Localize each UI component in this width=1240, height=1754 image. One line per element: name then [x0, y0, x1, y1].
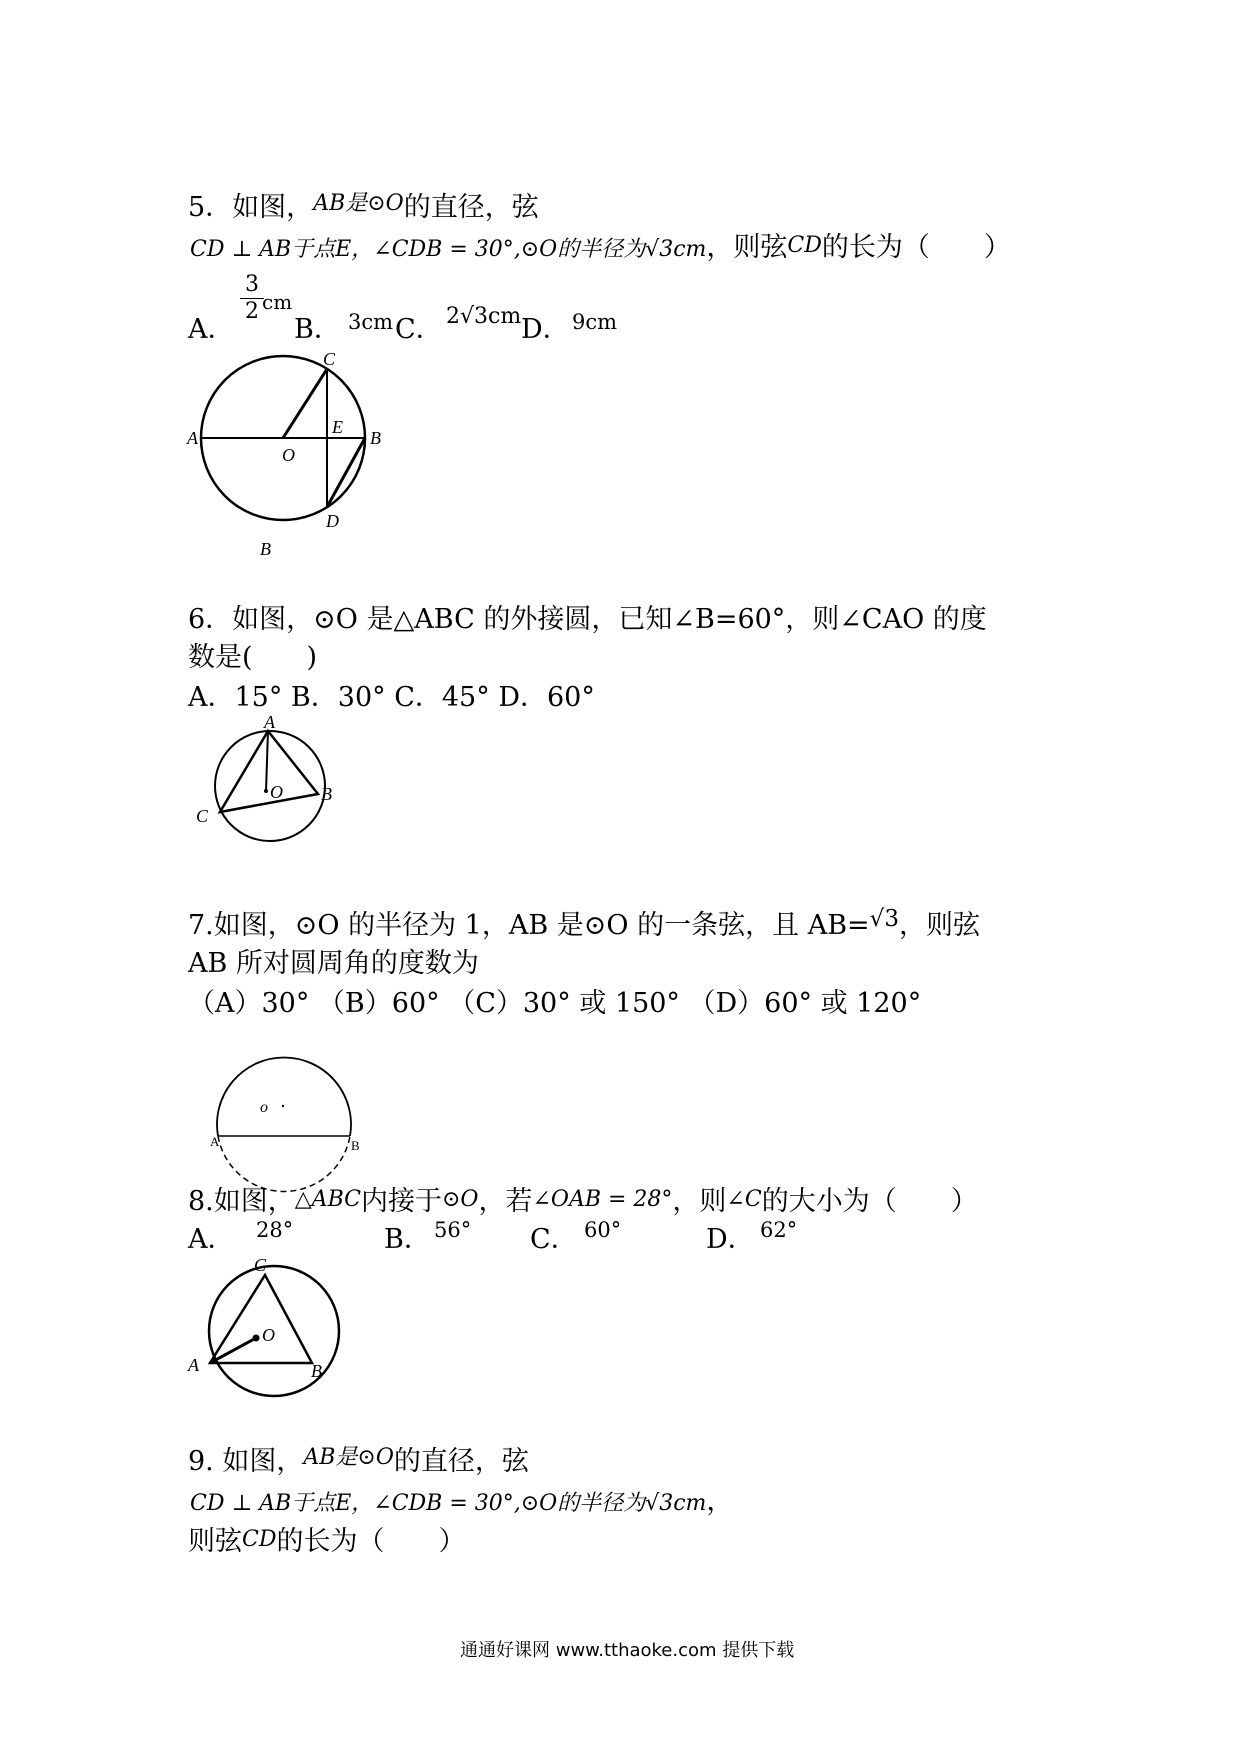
q5-stem-2: [190, 232, 1011, 264]
q9-condition: CD ⊥ AB于点E，∠CDB = 30°,⊙O的半径为√3cm: [190, 1491, 707, 1516]
q9-comma: ，: [706, 1486, 734, 1517]
q6-label-b: B: [321, 784, 332, 804]
q6-stem: 6．如图，⊙O 是△ABC 的外接圆，已知∠B=60°，则∠CAO 的度: [188, 604, 987, 635]
q5-figure: [180, 345, 400, 565]
q6-label-a: A: [264, 712, 275, 732]
q7-label-a: A: [210, 1134, 220, 1149]
footer: 通通好课网 www.tthaoke.com 提供下载: [460, 1640, 795, 1661]
q5-stem-prefix: 5．如图，: [188, 192, 314, 223]
q6-line-1: [188, 604, 987, 636]
q8-option-c-value: [584, 1218, 621, 1243]
q8-option-d-label: D．: [706, 1224, 755, 1255]
q5-option-c-label: C．: [395, 314, 443, 345]
q5-option-a-denominator: 2: [245, 299, 259, 325]
q8-option-a-label: A．: [188, 1224, 235, 1255]
q9-ab-is-o: AB是⊙O: [303, 1445, 394, 1470]
q5-ab-is-o: AB是⊙O: [313, 191, 404, 216]
q8-figure: [188, 1255, 348, 1405]
fraction-bar: [240, 298, 264, 325]
q7-stem-then: ，则弦: [898, 910, 980, 941]
q8-option-c: [530, 1224, 578, 1256]
q9-cd: CD: [242, 1527, 277, 1552]
q7-stem: 7.如图，⊙O 的半径为 1，AB 是⊙O 的一条弦，且 AB=: [188, 910, 870, 941]
q9-stem-1: [188, 1446, 529, 1478]
q6-figure: [190, 712, 340, 858]
q8-stem-prefix: 8.如图，: [188, 1186, 295, 1217]
q5-stem-1: [188, 192, 539, 224]
q8-stem-if: ，若: [478, 1186, 533, 1217]
q5-radius-oc: [283, 369, 327, 438]
q5-option-d-text: 9cm: [572, 310, 618, 334]
q8-stem-inscribed: 内接于: [360, 1186, 442, 1217]
q8-triangle: △ABC: [294, 1187, 361, 1212]
q5-option-b-value: [348, 310, 393, 335]
q6-center-dot: [264, 789, 268, 793]
q8-option-b-label: B．: [384, 1224, 431, 1255]
q7-arc-minor: [218, 1136, 350, 1191]
q6-line-2: [188, 642, 317, 674]
q8-option-a-value: [256, 1218, 293, 1243]
q9-stem-2: [190, 1486, 733, 1518]
q8-option-a: [188, 1224, 235, 1256]
q8-circle: ⊙O: [441, 1187, 479, 1212]
q8-center-dot: [253, 1335, 260, 1342]
q8-option-b-text: 56°: [434, 1218, 472, 1242]
q5-option-c: [395, 314, 443, 346]
q8-label-b: B: [311, 1361, 322, 1381]
q5-condition: CD ⊥ AB于点E，∠CDB = 30°,⊙O的半径为√3cm: [190, 237, 707, 262]
q5-cd: CD: [787, 233, 822, 258]
q7-label-b: B: [351, 1138, 360, 1153]
q8-option-c-text: 60°: [584, 1218, 622, 1242]
q7-sqrt3: √3: [869, 906, 899, 932]
q6-label-o: O: [270, 782, 283, 802]
q8-label-a: A: [188, 1355, 199, 1375]
q5-label-e: E: [332, 417, 343, 437]
q9-stem-then: 则弦: [188, 1526, 242, 1557]
q5-option-b: [294, 314, 341, 346]
q8-label-o: O: [262, 1325, 275, 1345]
q7-stem-end: AB 所对圆周角的度数为: [188, 948, 479, 979]
q7-figure: [200, 1026, 375, 1176]
q8-option-b: [384, 1224, 431, 1256]
q5-option-d-value: [572, 310, 617, 335]
q5-option-b-label: B．: [294, 314, 341, 345]
q5-stem-diameter: 的直径，弦: [403, 192, 539, 223]
q5-stem-then: ，则弦: [706, 232, 788, 263]
q5-label-b-below: B: [260, 539, 271, 559]
q7-options: [188, 988, 921, 1020]
q5-option-a-unit-text: cm: [262, 290, 293, 314]
q8-option-c-label: C．: [530, 1224, 578, 1255]
q5-option-a-fraction: [240, 272, 264, 326]
q8-label-c: C: [254, 1255, 267, 1275]
q8-option-d: [706, 1224, 755, 1256]
q5-option-d-label: D．: [521, 314, 570, 345]
q9-stem-3: [188, 1526, 465, 1558]
q5-option-d: [521, 314, 570, 346]
q6-options: [188, 682, 595, 714]
q9-stem-length: 的长为（ ）: [276, 1526, 466, 1557]
q5-label-d: D: [326, 511, 339, 531]
q5-label-a: A: [187, 428, 198, 448]
q5-stem-length: 的长为（ ）: [821, 232, 1011, 263]
q8-option-d-value: [760, 1218, 797, 1243]
q5-option-b-text: 3cm: [348, 310, 394, 334]
q5-label-c: C: [323, 349, 336, 369]
q7-line-2: [188, 948, 479, 980]
q7-center-dot: [282, 1105, 284, 1107]
q5-option-a-unit: [262, 290, 292, 314]
q8-stem-end: 的大小为（ ）: [761, 1186, 978, 1217]
q5-option-c-text: 2√3cm: [446, 304, 522, 329]
q5-label-b: B: [370, 428, 381, 448]
q8-option-d-text: 62°: [760, 1218, 798, 1242]
q7-arc-major: [217, 1057, 351, 1136]
q7-line-1: [188, 906, 980, 942]
q8-angle: ∠OAB = 28°: [532, 1187, 673, 1212]
q8-angle-c: ∠C: [726, 1187, 762, 1212]
q5-chord-bd: [327, 438, 365, 507]
q6-options-text: A．15° B．30° C．45° D．60°: [188, 682, 595, 713]
q7-options-text: （A）30° （B）60° （C）30° 或 150° （D）60° 或 120°: [188, 988, 922, 1019]
q5-option-a-numerator: 3: [245, 272, 259, 297]
q6-radius-ao: [266, 731, 268, 791]
q5-options: [188, 314, 235, 346]
q5-label-o: O: [282, 445, 295, 465]
q6-stem-end: 数是( ): [188, 642, 318, 673]
q7-label-o: o: [260, 1099, 268, 1116]
q8-option-a-text: 28°: [256, 1218, 294, 1242]
q8-stem-then: ，则: [672, 1186, 727, 1217]
q5-option-c-value: [446, 304, 521, 330]
q8-option-b-value: [434, 1218, 471, 1243]
q5-option-a-label: A．: [188, 314, 235, 345]
q8-stem: [188, 1186, 978, 1218]
q9-stem-diameter: 的直径，弦: [393, 1446, 529, 1477]
q6-label-c: C: [196, 806, 209, 826]
q9-stem-prefix: 9. 如图，: [188, 1446, 304, 1477]
